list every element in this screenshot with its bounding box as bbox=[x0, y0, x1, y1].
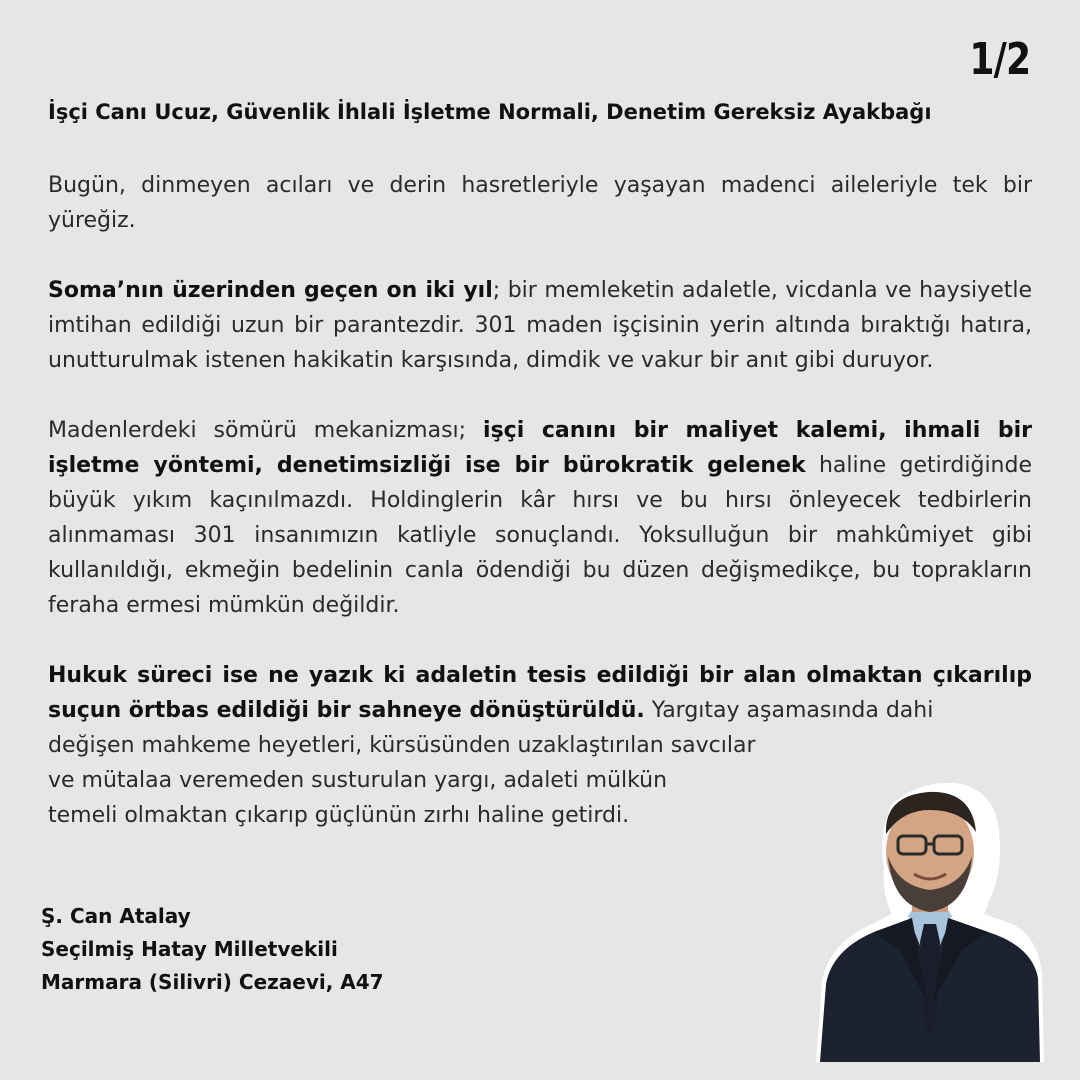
paragraph-4-bold: Hukuk süreci ise ne yazık ki adaletin tesis edildiği bir alan olmaktan çıkarılıp suçun örtbas edildiği bir sahneye dönüştürüldü. bbox=[48, 663, 1032, 723]
author-portrait bbox=[812, 774, 1046, 1064]
letter-title: İşçi Canı Ucuz, Güvenlik İhlali İşletme Normali, Denetim Gereksiz Ayakbağı bbox=[48, 100, 932, 124]
paragraph-2 bbox=[48, 273, 1032, 378]
paragraph-3-text: haline getirdiğinde büyük yıkım kaçınılmazdı. Holdinglerin kâr hırsı ve bu hırsı önleyecek tedbirlerin alınmaması 301 insanımızın katliyle sonuçlandı. Yoksulluğun bir mahkûmiyet gibi kullanıldığı, ekmeğin bedelinin canla ödendiği bu düzen değişmedikçe, bu toprakların feraha ermesi mümkün değildir. bbox=[48, 453, 1032, 618]
page-number: 1/2 bbox=[969, 34, 1030, 85]
paragraph-2-bold: Soma’nın üzerinden geçen on iki yıl bbox=[48, 278, 493, 303]
signature-block bbox=[41, 900, 384, 999]
signature-location: Marmara (Silivri) Cezaevi, A47 bbox=[41, 970, 384, 994]
paragraph-4-line-4: temeli olmaktan çıkarıp güçlünün zırhı haline getirdi. bbox=[48, 803, 630, 828]
paragraph-4-line-2: değişen mahkeme heyetleri, kürsüsünden uzaklaştırılan savcılar bbox=[48, 733, 756, 758]
paragraph-4-line-3: ve mütalaa veremeden susturulan yargı, adaleti mülkün bbox=[48, 768, 668, 793]
signature-role: Seçilmiş Hatay Milletvekili bbox=[41, 937, 338, 961]
paragraph-4-text: Yargıtay aşamasında dahi bbox=[644, 698, 934, 723]
paragraph-3 bbox=[48, 413, 1032, 623]
letter-body bbox=[48, 168, 1032, 868]
paragraph-3-bold: işçi canını bir maliyet kalemi, ihmali bir işletme yöntemi, denetimsizliği ise bir bürokratik gelenek bbox=[48, 418, 1032, 478]
paragraph-1: Bugün, dinmeyen acıları ve derin hasretleriyle yaşayan madenci aileleriyle tek bir yüreğiz. bbox=[48, 173, 1032, 233]
signature-name: Ş. Can Atalay bbox=[41, 904, 191, 928]
paragraph-2-text: ; bir memleketin adaletle, vicdanla ve haysiyetle imtihan edildiği uzun bir parantezdir. 301 maden işçisinin yerin altında bıraktığı hatıra, unutturulmak istenen hakikatin karşısında, dimdik ve vakur bir anıt gibi duruyor. bbox=[48, 278, 1032, 373]
paragraph-3-start: Madenlerdeki sömürü mekanizması; bbox=[48, 418, 484, 443]
